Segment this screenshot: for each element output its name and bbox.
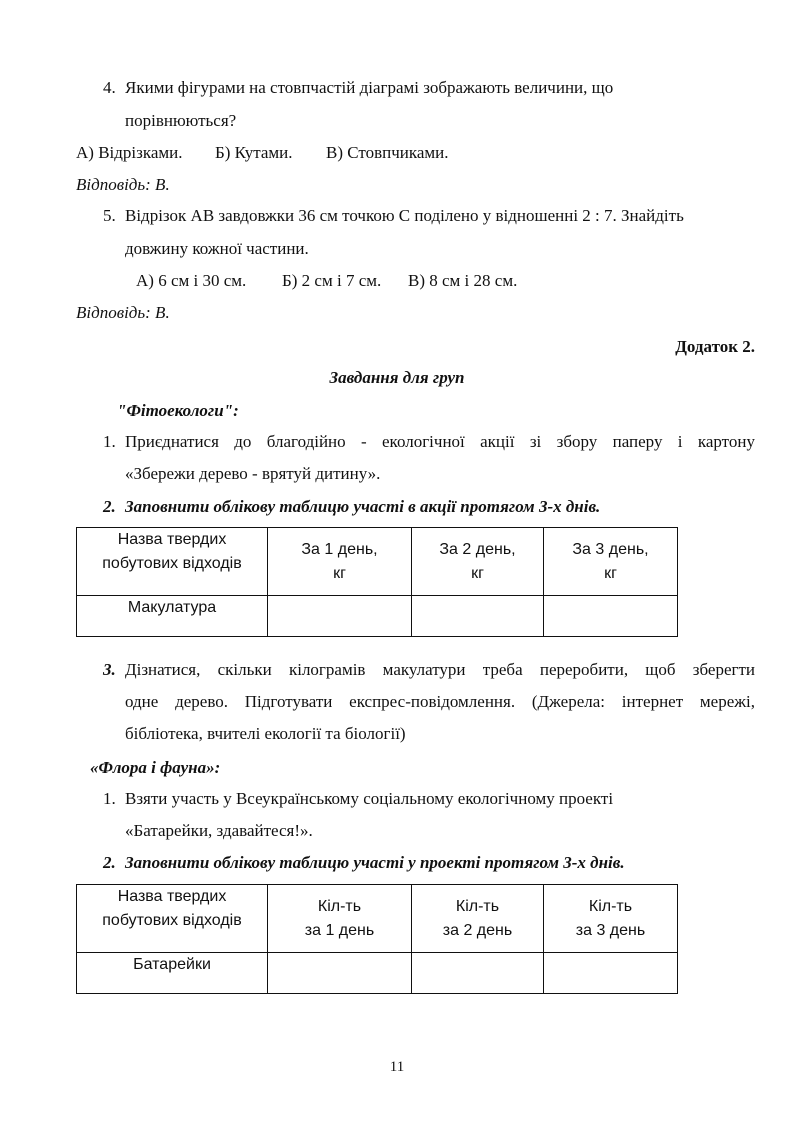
group-2-task-1-line1: Взяти участь у Всеукраїнському соціальному екологічному проекті [125, 789, 614, 808]
appendix-label: Додаток 2. [675, 337, 755, 356]
group-1-task-1-line1: Приєднатися до благодійно - екологічної акції зі збору паперу і картону [125, 432, 755, 451]
batteries-log-table [76, 884, 678, 994]
question-4-option-c: В) Стовпчиками. [326, 143, 449, 162]
row-name-cell: Макулатура [77, 596, 268, 637]
table-header-row [77, 885, 678, 953]
header-cell-waste-name: Назва твердих побутових відходів [77, 885, 268, 953]
waste-paper-log-table [76, 527, 678, 637]
header-cell-day-1: Кіл-ть за 1 день [268, 885, 412, 953]
group-1-task-2-text: Заповнити облікову таблицю участі в акції протягом 3-х днів. [125, 497, 601, 516]
header-cell-day-3: Кіл-ть за 3 день [544, 885, 678, 953]
group-1-task-3-line3: бібліотека, вчителі екології та біології) [125, 724, 406, 743]
question-4-answer: Відповідь: В. [76, 175, 170, 194]
header-cell-day-2: За 2 день, кг [412, 528, 544, 596]
group-2-task-1-number: 1. [103, 789, 116, 808]
group-2-task-2-text: Заповнити облікову таблицю участі у проекті протягом 3-х днів. [125, 853, 625, 872]
page-number: 11 [389, 1059, 405, 1075]
question-4-number: 4. [103, 78, 116, 97]
question-4-option-a: А) Відрізками. [76, 143, 183, 162]
question-5-number: 5. [103, 206, 116, 225]
row-name-cell: Батарейки [77, 953, 268, 994]
table-row [77, 953, 678, 994]
question-5-option-b: Б) 2 см і 7 см. [282, 271, 382, 290]
group-1-title: "Фітоекологи": [117, 401, 239, 420]
question-5-option-a: А) 6 см і 30 см. [136, 271, 247, 290]
appendix-title: Завдання для груп [329, 368, 465, 387]
table-header-row [77, 528, 678, 596]
group-2-task-2-number: 2. [103, 853, 116, 872]
question-5-text-line1: Відрізок АВ завдовжки 36 см точкою С поділено у відношенні 2 : 7. Знайдіть [125, 206, 684, 225]
row-day-2-cell[interactable] [412, 953, 544, 994]
question-5-answer: Відповідь: В. [76, 303, 170, 322]
group-1-task-1-number: 1. [103, 432, 116, 451]
group-1-task-1-line2: «Збережи дерево - врятуй дитину». [125, 464, 381, 483]
header-cell-day-1: За 1 день, кг [268, 528, 412, 596]
group-2-title: «Флора і фауна»: [90, 758, 221, 777]
group-1-task-3-line1: Дізнатися, скільки кілограмів макулатури треба переробити, щоб зберегти [125, 660, 755, 679]
question-4-text-line2: порівнюються? [125, 111, 237, 130]
row-day-3-cell[interactable] [544, 596, 678, 637]
question-4-option-b: Б) Кутами. [215, 143, 293, 162]
question-5-text-line2: довжину кожної частини. [125, 239, 309, 258]
question-4-text-line1: Якими фігурами на стовпчастій діаграмі зображають величини, що [125, 78, 614, 97]
group-1-task-2-number: 2. [103, 497, 116, 516]
row-day-1-cell[interactable] [268, 953, 412, 994]
group-1-task-3-number: 3. [103, 660, 116, 679]
group-2-task-1-line2: «Батарейки, здавайтеся!». [125, 821, 313, 840]
header-cell-day-3: За 3 день, кг [544, 528, 678, 596]
table-row [77, 596, 678, 637]
header-cell-day-2: Кіл-ть за 2 день [412, 885, 544, 953]
row-day-1-cell[interactable] [268, 596, 412, 637]
row-day-3-cell[interactable] [544, 953, 678, 994]
question-5-option-c: В) 8 см і 28 см. [408, 271, 518, 290]
row-day-2-cell[interactable] [412, 596, 544, 637]
header-cell-waste-name: Назва твердих побутових відходів [77, 528, 268, 596]
group-1-task-3-line2: одне дерево. Підготувати експрес-повідомлення. (Джерела: інтернет мережі, [125, 692, 755, 711]
